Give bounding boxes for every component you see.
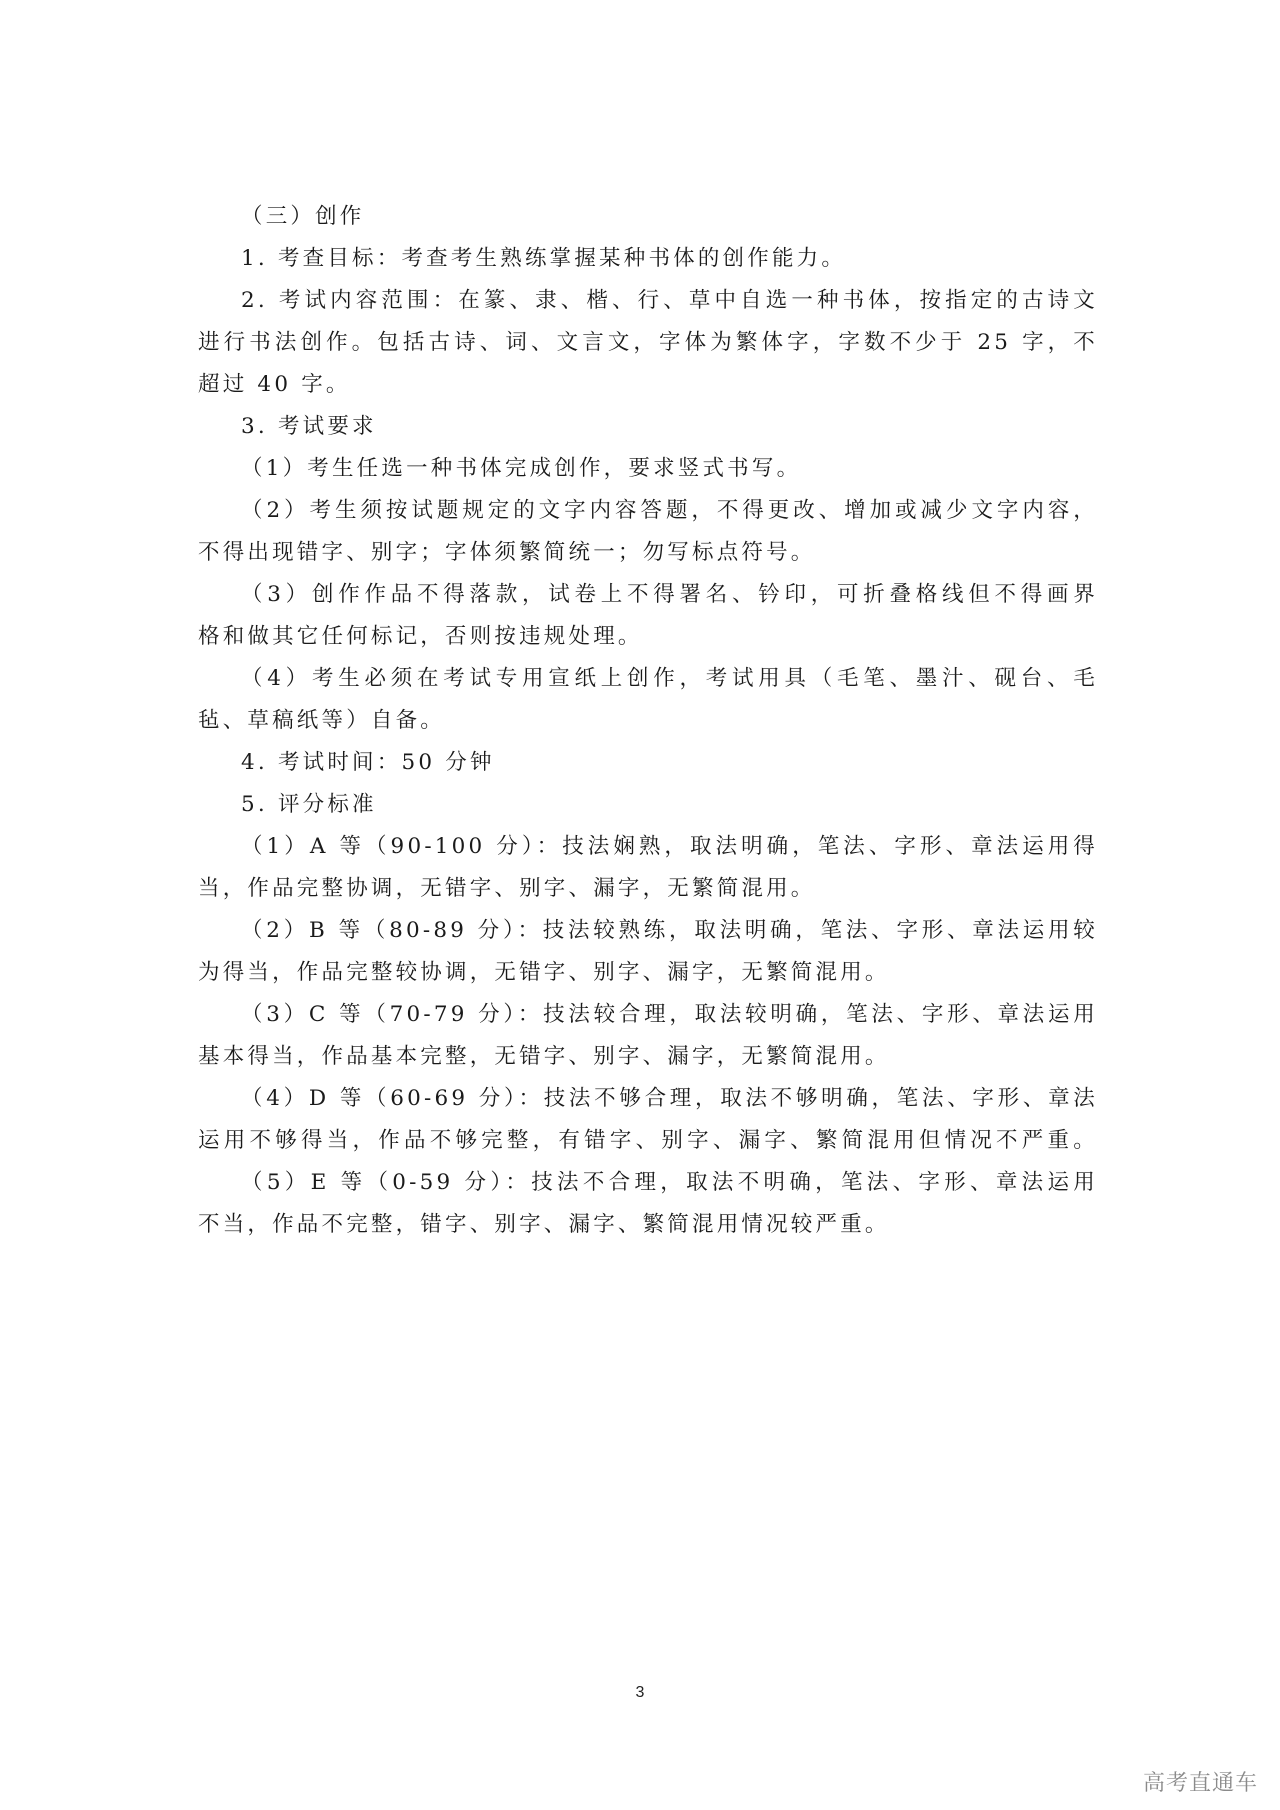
text-line: （3）创作作品不得落款，试卷上不得署名、钤印，可折叠格线但不得画界 <box>241 582 1098 607</box>
text-line: 进行书法创作。包括古诗、词、文言文，字体为繁体字，字数不少于 25 字，不 <box>198 330 1098 355</box>
text-line: 基本得当，作品基本完整，无错字、别字、漏字，无繁简混用。 <box>198 1044 890 1069</box>
text-line: 5. 评分标准 <box>241 792 377 817</box>
text-line: 当，作品完整协调，无错字、别字、漏字，无繁简混用。 <box>198 876 816 901</box>
text-line: 为得当，作品完整较协调，无错字、别字、漏字，无繁简混用。 <box>198 960 890 985</box>
text-line: 不得出现错字、别字；字体须繁简统一；勿写标点符号。 <box>198 540 816 565</box>
text-line: 运用不够得当，作品不够完整，有错字、别字、漏字、繁简混用但情况不严重。 <box>198 1128 1098 1153</box>
text-line: （1）A 等（90-100 分）：技法娴熟，取法明确，笔法、字形、章法运用得 <box>241 834 1098 859</box>
text-line: （3）C 等（70-79 分）：技法较合理，取法较明确，笔法、字形、章法运用 <box>241 1002 1098 1027</box>
page-number: 3 <box>635 1684 645 1701</box>
text-line: （2）B 等（80-89 分）：技法较熟练，取法明确，笔法、字形、章法运用较 <box>241 918 1098 943</box>
text-line: （4）考生必须在考试专用宣纸上创作，考试用具（毛笔、墨汁、砚台、毛 <box>241 666 1098 691</box>
text-line: 4. 考试时间：50 分钟 <box>241 750 495 775</box>
text-line: 3. 考试要求 <box>241 414 377 439</box>
text-line: 超过 40 字。 <box>198 372 351 397</box>
text-line: 毡、草稿纸等）自备。 <box>198 708 446 733</box>
text-line: （4）D 等（60-69 分）：技法不够合理，取法不够明确，笔法、字形、章法 <box>241 1086 1098 1111</box>
text-line: （1）考生任选一种书体完成创作，要求竖式书写。 <box>241 456 802 481</box>
text-line: 2. 考试内容范围：在篆、隶、楷、行、草中自选一种书体，按指定的古诗文 <box>241 288 1098 313</box>
document-body <box>198 196 1098 1246</box>
text-line: （2）考生须按试题规定的文字内容答题，不得更改、增加或减少文字内容， <box>241 498 1098 523</box>
text-line: （5）E 等（0-59 分）：技法不合理，取法不明确，笔法、字形、章法运用 <box>241 1170 1098 1195</box>
text-line: 格和做其它任何标记，否则按违规处理。 <box>198 624 643 649</box>
text-line: 不当，作品不完整，错字、别字、漏字、繁简混用情况较严重。 <box>198 1212 890 1237</box>
watermark-text: 高考直通车 <box>1142 1771 1258 1796</box>
text-line: 1. 考查目标：考查考生熟练掌握某种书体的创作能力。 <box>241 246 847 271</box>
text-line: （三）创作 <box>241 204 365 229</box>
